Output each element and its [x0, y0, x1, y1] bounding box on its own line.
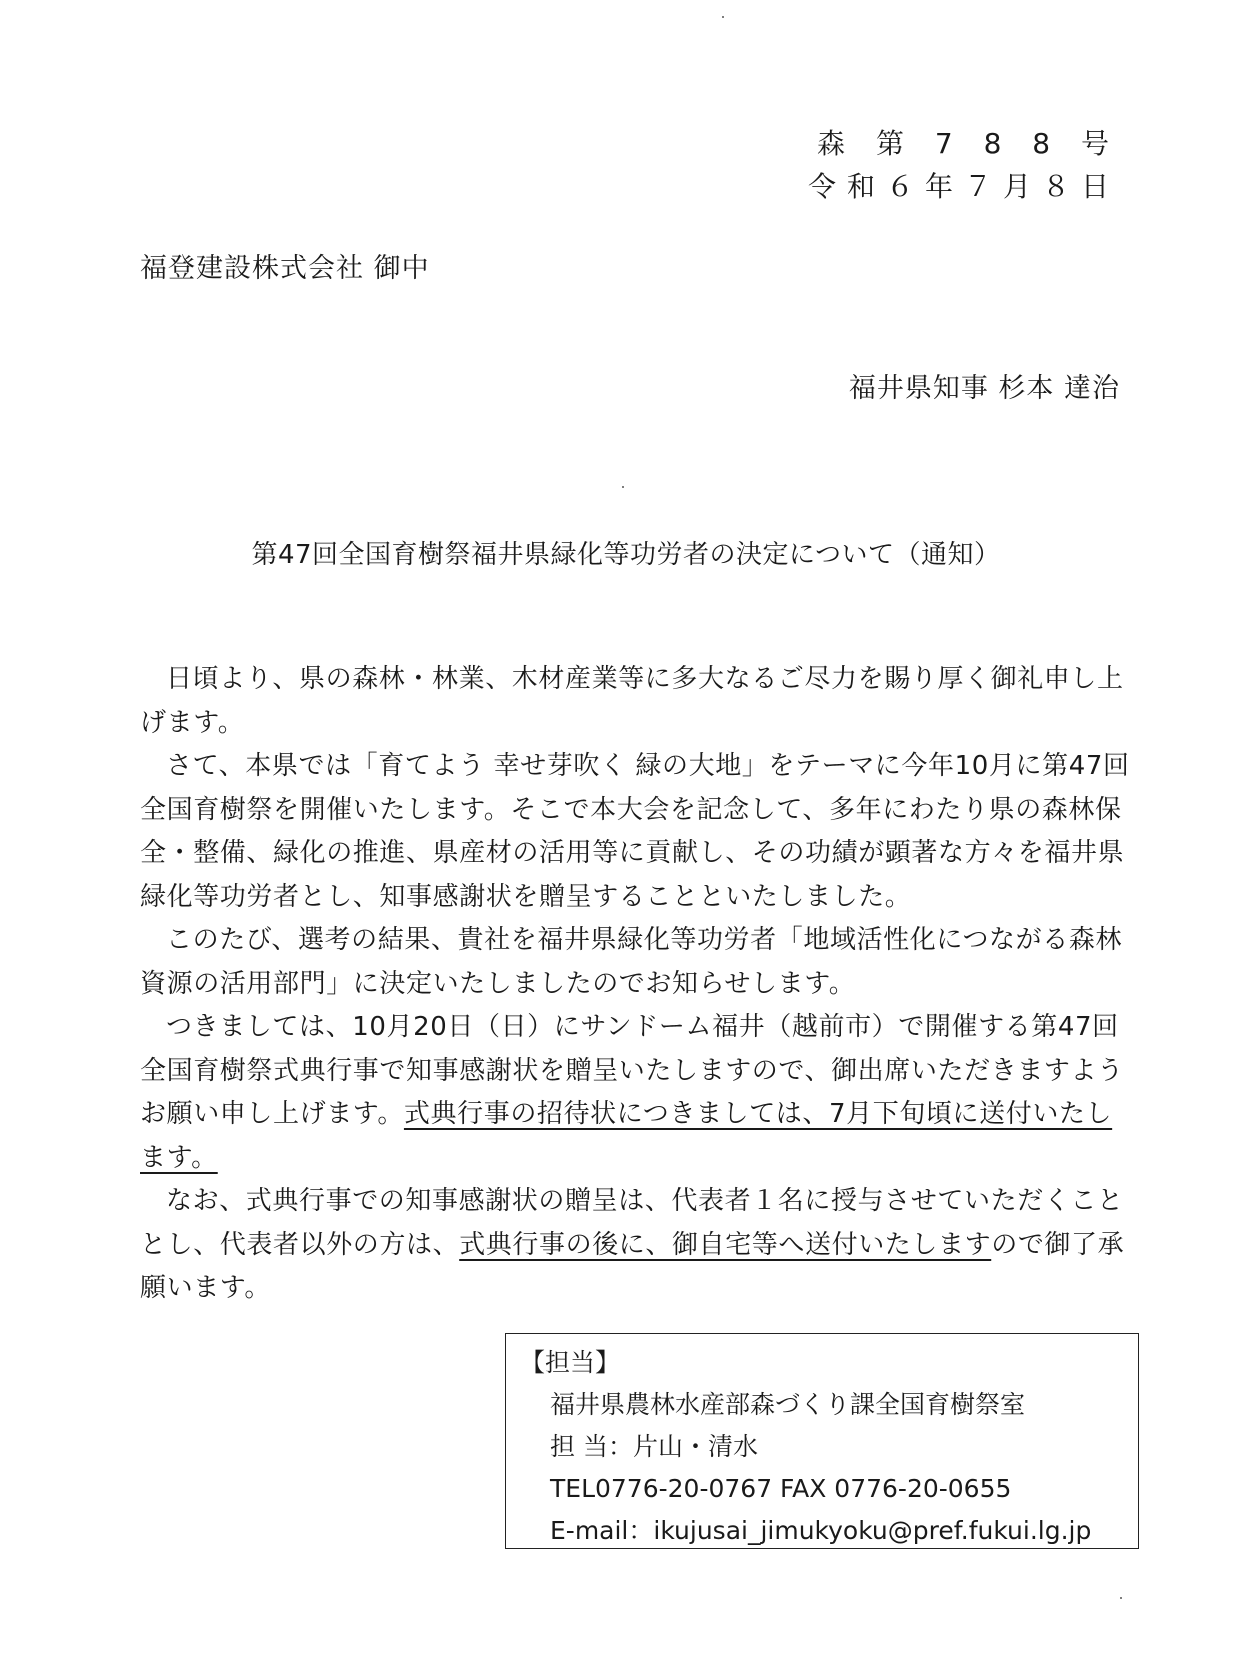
contact-phone-fax: TEL0776-20-0767 FAX 0776-20-0655	[550, 1474, 1012, 1503]
paragraph-event: さて、本県では「育てよう 幸せ芽吹く 緑の大地」をテーマに今年10月に第47回全国育樹祭を開催いたします。そこで本大会を記念して、多年にわたり県の森林保全・整備、緑化の推進、県産材の活用等に貢献し、その功績が顕著な方々を福井県緑化等功労者とし、知事感謝状を贈呈することといたしました。	[140, 751, 1130, 912]
note-text-after: ので御了承願います。	[140, 1229, 1125, 1303]
ceremony-text: つきましては、10月20日（日）にサンドーム福井（越前市）で開催する第47回全国育樹祭式典行事で知事感謝状を贈呈いたしますので、御出席いただきますようお願い申し上げます。	[140, 1012, 1124, 1129]
paragraph-ceremony	[140, 1006, 1130, 1180]
invitation-note: 式典行事の招待状につきましては、7月下旬頃に送付いたします。	[140, 1099, 1113, 1173]
scan-speck	[722, 16, 724, 18]
sender: 福井県知事 杉本 達治	[848, 373, 1120, 404]
scan-speck	[622, 486, 624, 488]
document-title: 第47回全国育樹祭福井県緑化等功労者の決定について（通知）	[251, 540, 1001, 570]
paragraph-note	[140, 1180, 1130, 1311]
contact-person: 担 当：片山・清水	[550, 1432, 758, 1461]
contact-department: 福井県農林水産部森づくり課全国育樹祭室	[550, 1390, 1026, 1419]
paragraph-selection: このたび、選考の結果、貴社を福井県緑化等功労者「地域活性化につながる森林資源の活用部門」に決定いたしましたのでお知らせします。	[140, 925, 1123, 999]
body-text	[140, 658, 1130, 1311]
contact-box	[505, 1333, 1139, 1549]
delivery-note: 式典行事の後に、御自宅等へ送付いたします	[459, 1229, 992, 1260]
addressee: 福登建設株式会社 御中	[140, 253, 430, 284]
paragraph-greeting: 日頃より、県の森林・林業、木材産業等に多大なるご尽力を賜り厚く御礼申し上げます。	[140, 664, 1124, 738]
document-date: 令和６年７月８日	[807, 170, 1120, 203]
contact-email: E-mail：ikujusai_jimukyoku@pref.fukui.lg.jp	[550, 1516, 1092, 1545]
contact-heading: 【担当】	[520, 1348, 621, 1377]
reference-number: 森 第 7 8 8 号	[817, 127, 1120, 160]
scan-speck	[1120, 1597, 1122, 1599]
note-text-before: なお、式典行事での知事感謝状の贈呈は、代表者１名に授与させていただくこととし、代表者以外の方は、	[140, 1186, 1124, 1260]
